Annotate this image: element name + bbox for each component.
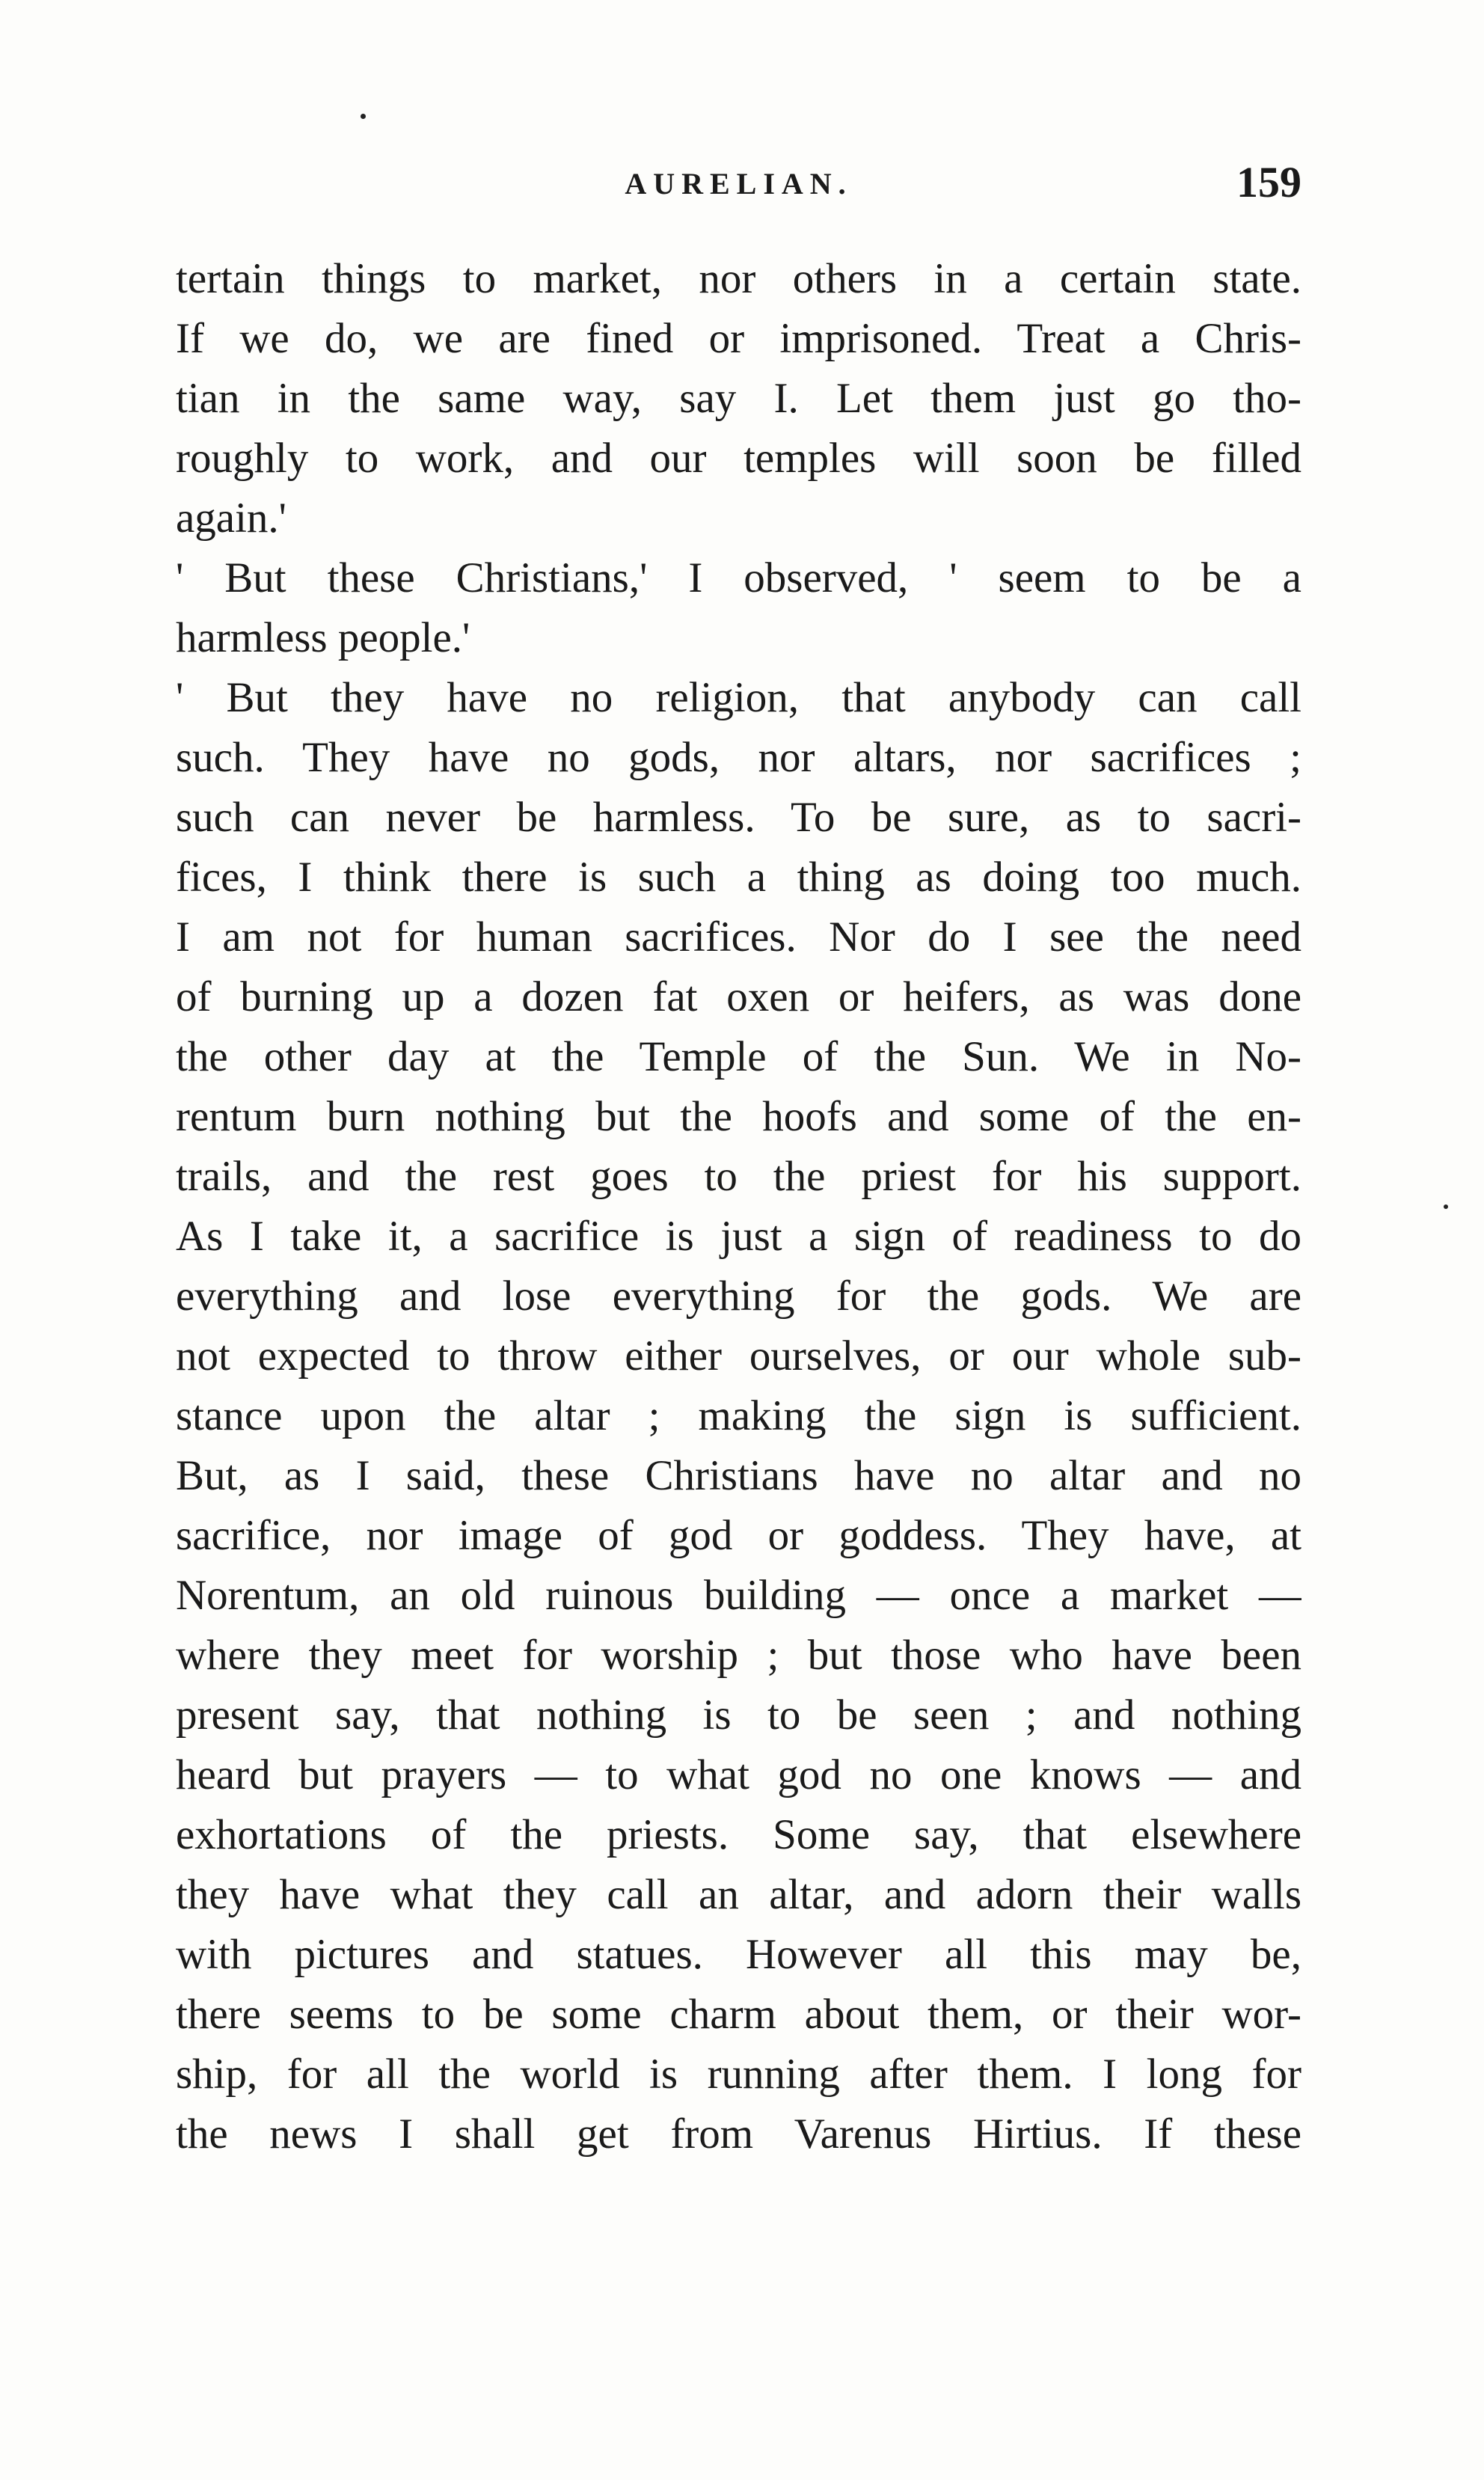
text-line: tertain things to market, nor others in a certain state.	[176, 255, 1301, 302]
text-line: heard but prayers — to what god no one knows — and	[176, 1751, 1301, 1798]
page-number: 159	[1236, 158, 1301, 206]
text-line: the other day at the Temple of the Sun. We in No-	[176, 1033, 1301, 1080]
text-line: If we do, we are fined or imprisoned. Treat a Chris-	[176, 315, 1301, 362]
text-line: But, as I said, these Christians have no altar and no	[176, 1452, 1301, 1499]
text-line: I am not for human sacrifices. Nor do I see the need	[176, 913, 1301, 961]
text-line: there seems to be some charm about them, or their wor-	[176, 1991, 1301, 2038]
text-line: ' But these Christians,' I observed, ' seem to be a	[176, 554, 1301, 601]
text-line: exhortations of the priests. Some say, that elsewhere	[176, 1811, 1301, 1858]
text-line: sacrifice, nor image of god or goddess. They have, at	[176, 1512, 1301, 1559]
text-line: of burning up a dozen fat oxen or heifers, as was done	[176, 973, 1301, 1020]
text-line: As I take it, a sacrifice is just a sign of readiness to do	[176, 1213, 1301, 1260]
body-text	[176, 249, 1301, 2164]
text-line: harmless people.'	[176, 614, 470, 661]
text-line: such can never be harmless. To be sure, as to sacri-	[176, 794, 1301, 841]
text-line: such. They have no gods, nor altars, nor sacrifices ;	[176, 734, 1301, 781]
text-line: stance upon the altar ; making the sign is sufficient.	[176, 1392, 1301, 1439]
text-line: ship, for all the world is running after them. I long for	[176, 2051, 1301, 2098]
text-line: trails, and the rest goes to the priest for his support.	[176, 1153, 1301, 1200]
ink-speck	[361, 114, 366, 119]
page-header	[176, 157, 1301, 224]
text-line: fices, I think there is such a thing as doing too much.	[176, 854, 1301, 901]
text-line: the news I shall get from Varenus Hirtius. If these	[176, 2110, 1301, 2158]
text-line: where they meet for worship ; but those who have been	[176, 1632, 1301, 1679]
text-line: rentum burn nothing but the hoofs and some of the en-	[176, 1093, 1301, 1140]
text-line: present say, that nothing is to be seen ; and nothing	[176, 1691, 1301, 1739]
text-line: they have what they call an altar, and adorn their walls	[176, 1871, 1301, 1918]
text-line: Norentum, an old ruinous building — once a market —	[176, 1572, 1301, 1619]
running-title: AURELIAN.	[625, 167, 853, 200]
text-line: with pictures and statues. However all this may be,	[176, 1931, 1301, 1978]
text-line: ' But they have no religion, that anybody can call	[176, 674, 1301, 721]
ink-speck	[1444, 1204, 1448, 1209]
text-line: again.'	[176, 495, 286, 542]
text-line: everything and lose everything for the gods. We are	[176, 1273, 1301, 1320]
text-line: roughly to work, and our temples will soon be filled	[176, 435, 1301, 482]
text-line: not expected to throw either ourselves, or our whole sub-	[176, 1332, 1301, 1380]
text-line: tian in the same way, say I. Let them just go tho-	[176, 375, 1301, 422]
